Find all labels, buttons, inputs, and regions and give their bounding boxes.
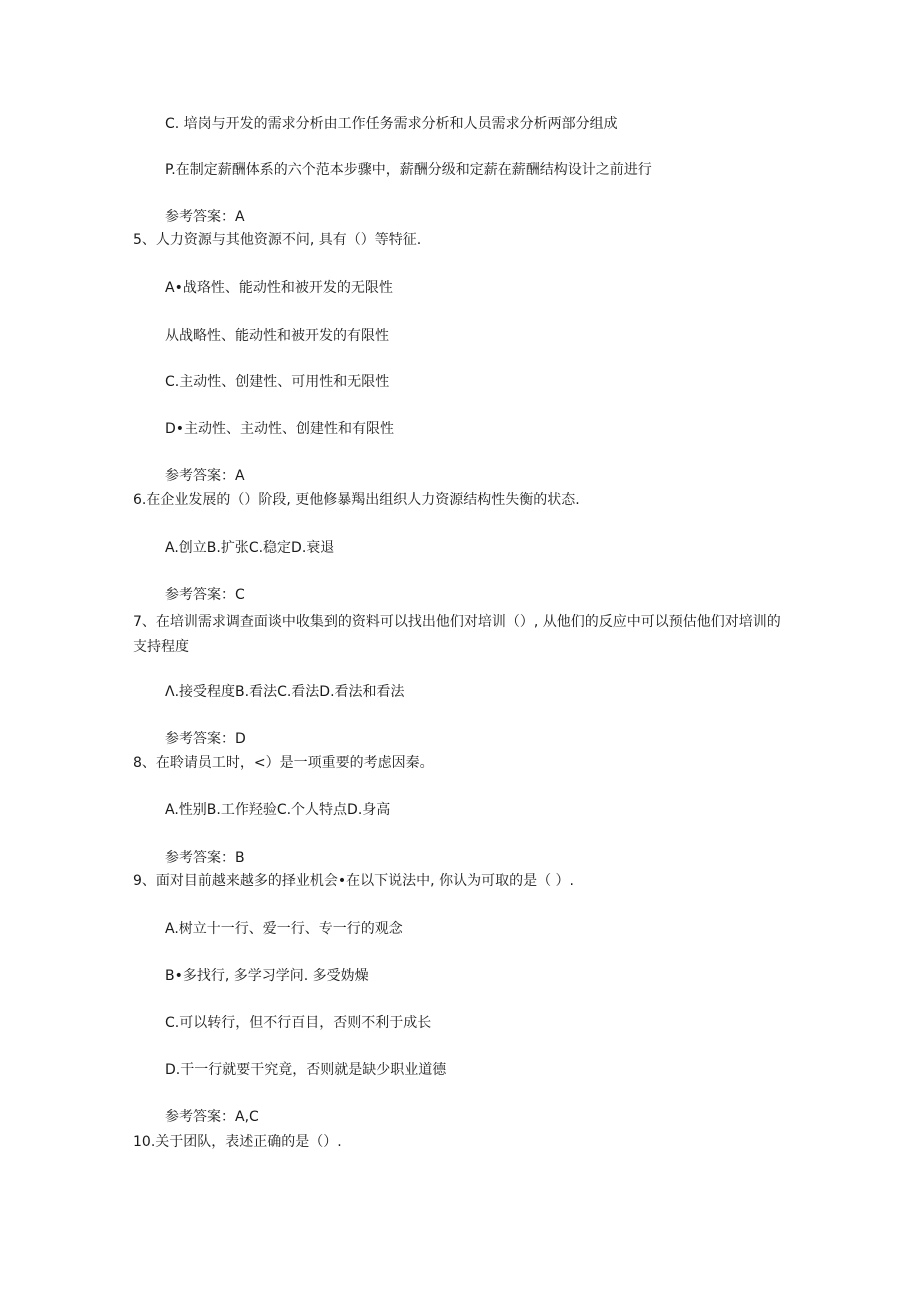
- option-line: A.创立B.扩张C.稳定D.衰退: [165, 540, 335, 556]
- option-line: A.性别B.工作羟验C.个人特点D.身高: [165, 802, 391, 818]
- question-line: 8、在聆请员工时，<）是一项重要的考虑因秦。: [133, 755, 434, 771]
- option-line: A•战珞性、能动性和被开发的无限性: [165, 280, 393, 296]
- option-line: D•主动性、主动性、创建性和有限性: [165, 421, 395, 437]
- question-line: 7、在培训需求调查面谈中收集到的资料可以找出他们对培训（）, 从他们的反应中可以预估他们对培训的支持程度: [133, 614, 781, 655]
- option-line: C. 培岗与开发的需求分析由工作任务需求分析和人员需求分析两部分组成: [165, 116, 618, 132]
- answer-line: 参考答案：A,C: [165, 1109, 259, 1125]
- option-line: C.主动性、创建性、可用性和无限性: [165, 374, 390, 390]
- answer-line: 参考答案：A: [165, 468, 245, 484]
- question-line: 5、人力资源与其他资源不问, 具有（）等特征.: [133, 232, 422, 248]
- option-line: P.在制定薪酬体系的六个范本步骤中，薪酬分级和定薪在薪酬结构设计之前进行: [165, 162, 652, 178]
- question-line: 9、面对目前越来越多的择业机会•在以下说法中, 你认为可取的是（ ）.: [133, 873, 574, 889]
- option-line: A.树立十一行、爱一行、专一行的观念: [165, 921, 403, 937]
- answer-line: 参考答案：B: [165, 850, 245, 866]
- question-line: 6.在企业发展的（）阶段, 更他修暴羯出组织人力资源结构性失衡的状态.: [133, 492, 580, 508]
- option-line: C.可以转行，但不行百目，否则不利于成长: [165, 1015, 432, 1031]
- answer-line: 参考答案：D: [165, 731, 246, 747]
- option-line: 从战略性、能动性和被开发的有限性: [165, 328, 389, 344]
- option-line: B•多找行, 多学习学问. 多受妫燥: [165, 968, 369, 984]
- option-line: Λ.接受程度B.看法C.看法D.看法和看法: [165, 684, 405, 700]
- answer-line: 参考答案：C: [165, 587, 245, 603]
- answer-line: 参考答案：A: [165, 209, 245, 225]
- question-line: 10.关于团队，表述正确的是（）.: [133, 1134, 342, 1150]
- option-line: D.干一行就要干究竟，否则就是缺少职业道德: [165, 1062, 447, 1078]
